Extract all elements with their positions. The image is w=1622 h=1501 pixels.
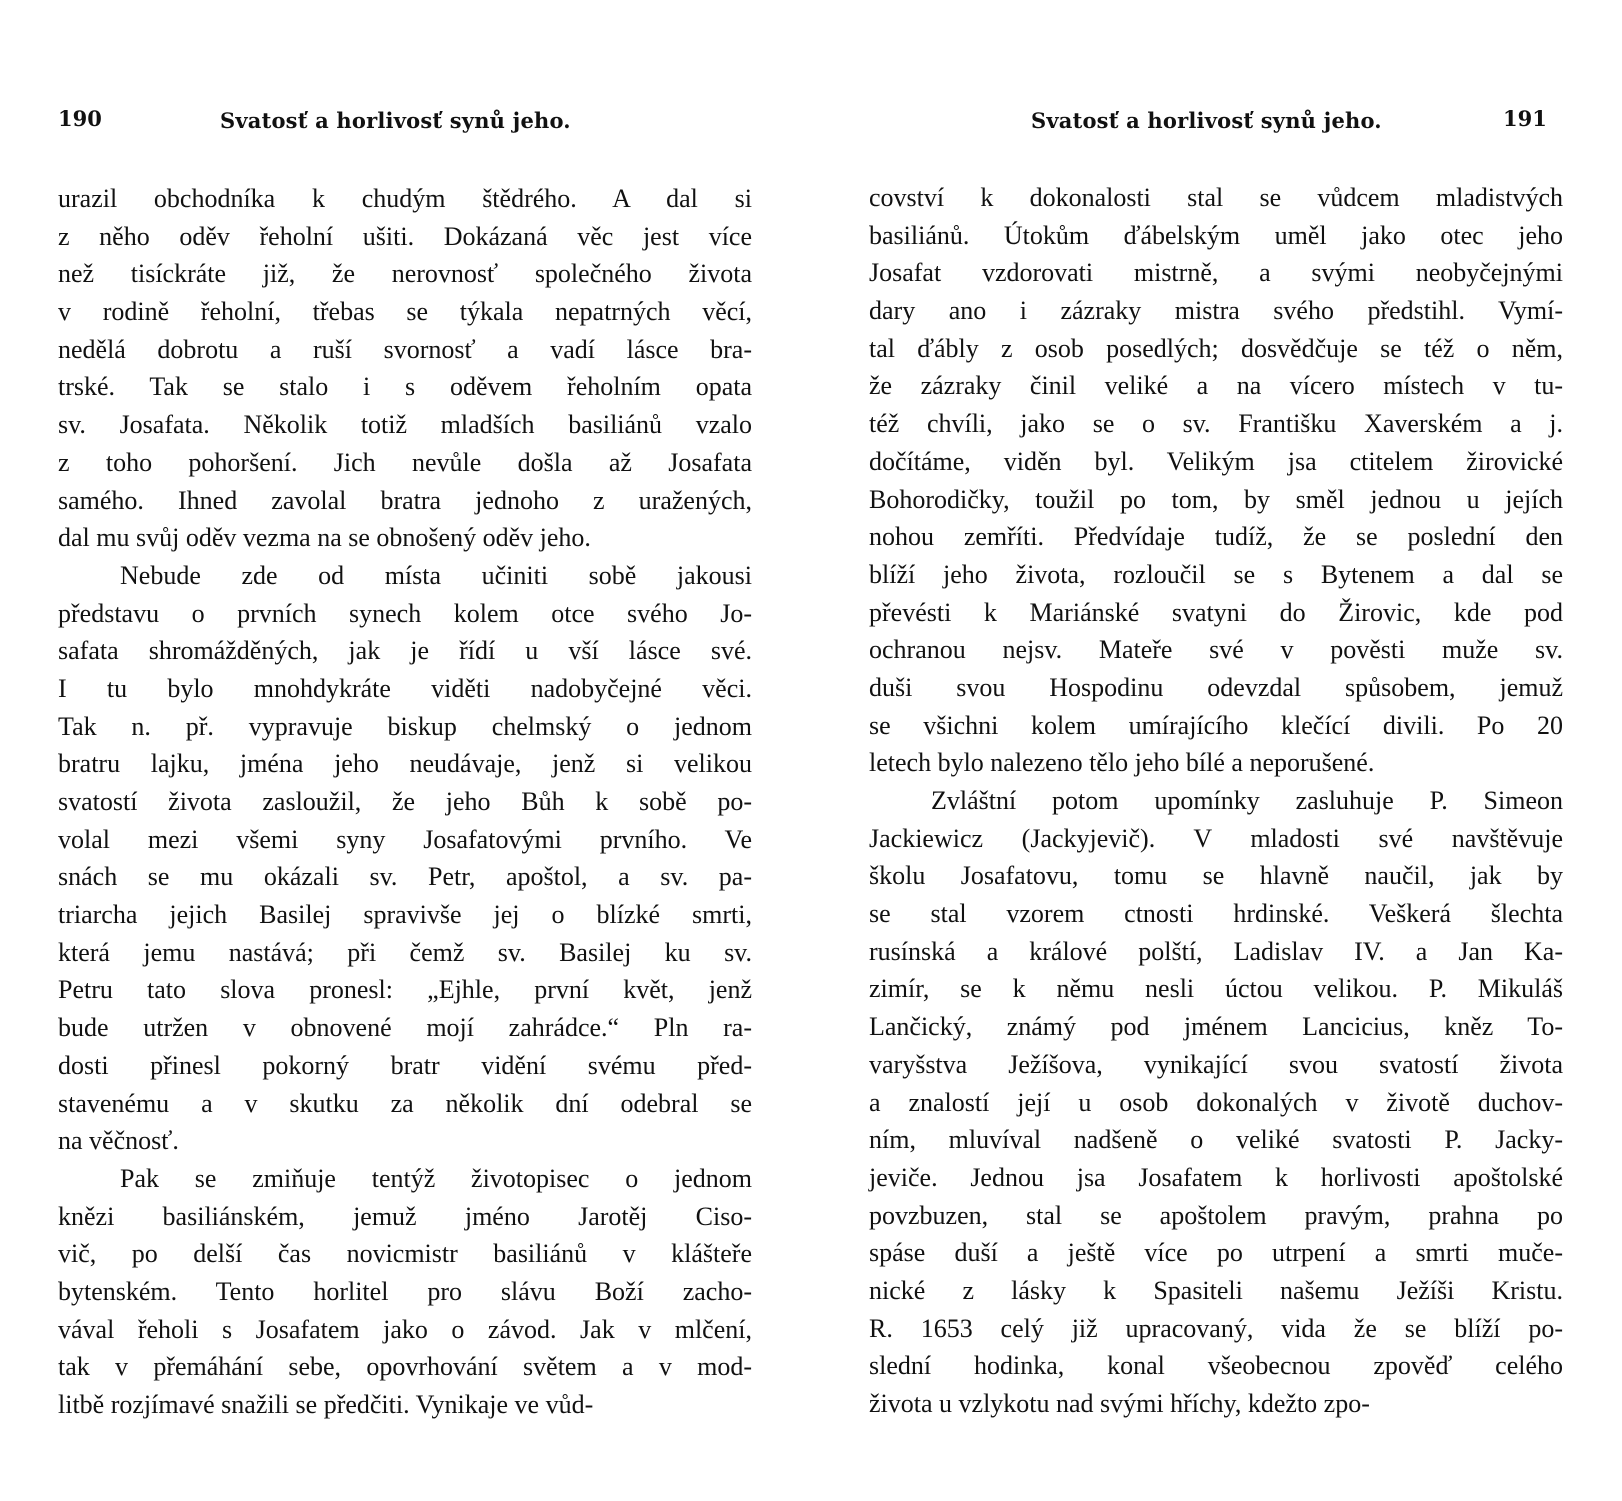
text-line: v rodině řeholní, třebas se týkala nepatrných věcí, <box>58 297 752 327</box>
text-line: se všichni kolem umírajícího klečící divili. Po 20 <box>869 710 1563 740</box>
right-page <box>811 0 1622 1501</box>
text-line: blíží jeho života, rozloučil se s Bytenem a dal se <box>869 559 1563 589</box>
text-line: bude utržen v obnovené mojí zahrádce.“ Pln ra- <box>58 1013 752 1043</box>
text-line: převésti k Mariánské svatyni do Žirovic, kde pod <box>869 597 1563 627</box>
text-line: ním, mluvíval nadšeně o veliké svatosti P. Jacky- <box>869 1125 1563 1155</box>
text-line: volal mezi všemi syny Josafatovými prvního. Ve <box>58 824 752 854</box>
text-line: dary ano i zázraky mistra svého předstihl. Vymí- <box>869 296 1563 326</box>
text-line: Josafat vzdorovati mistrně, a svými neobyčejnými <box>869 258 1563 288</box>
text-line: Zvláštní potom upomínky zasluhuje P. Simeon <box>931 786 1563 815</box>
text-line: safata shromážděných, jak je řídí u vší lásce své. <box>58 636 752 666</box>
body-text <box>869 179 1563 1423</box>
text-line: nedělá dobrotu a ruší svornosť a vadí lásce bra- <box>58 334 752 364</box>
running-head: Svatosť a horlivosť synů jeho. <box>220 108 571 133</box>
text-line: triarcha jejich Basilej spravivše jej o blízké smrti, <box>58 900 752 930</box>
text-line: Bohorodičky, toužil po tom, by směl jednou u jejích <box>869 484 1563 514</box>
text-line: Tak n. př. vypravuje biskup chelmský o jednom <box>58 711 752 741</box>
text-line: zimír, se k němu nesli úctou velikou. P. Mikuláš <box>869 974 1563 1004</box>
page-number: 190 <box>58 106 102 131</box>
text-line: sv. Josafata. Několik totiž mladších basiliánů vzalo <box>58 410 752 440</box>
text-line: bratru lajku, jména jeho neudávaje, jenž si velikou <box>58 749 752 779</box>
text-line: nohou zemříti. Předvídaje tudíž, že se poslední den <box>869 522 1563 552</box>
text-line: Pak se zmiňuje tentýž životopisec o jednom <box>120 1163 752 1193</box>
text-line: litbě rozjímavé snažili se předčiti. Vynikaje ve vůd- <box>58 1390 594 1419</box>
text-line: dal mu svůj oděv vezma na se obnošený oděv jeho. <box>58 523 591 553</box>
text-line: nické z lásky k Spasiteli našemu Ježíši Kristu. <box>869 1275 1563 1305</box>
text-line: dočítáme, viděn byl. Velikým jsa ctitelem žirovické <box>869 446 1563 476</box>
text-line: R. 1653 celý již upracovaný, vida že se blíží po- <box>869 1313 1563 1343</box>
text-line: povzbuzen, stal se apoštolem pravým, prahna po <box>869 1200 1563 1230</box>
text-line: rusínská a králové polští, Ladislav IV. a Jan Ka- <box>869 936 1563 966</box>
text-line: Petru tato slova pronesl: „Ejhle, první květ, jenž <box>58 975 752 1005</box>
text-line: Nebude zde od místa učiniti sobě jakousi <box>120 560 752 590</box>
text-line: duši svou Hospodinu odevzdal spůsobem, jemuž <box>869 672 1563 702</box>
text-line: basiliánů. Útokům ďábelským uměl jako otec jeho <box>869 220 1563 250</box>
text-line: z něho oděv řeholní ušiti. Dokázaná věc jest více <box>58 221 752 251</box>
text-line: že zázraky činil veliké a na vícero místech v tu- <box>869 371 1563 401</box>
text-line: života u vzlykotu nad svými hříchy, kdežto zpo- <box>869 1389 1370 1418</box>
text-line: tal ďábly z osob posedlých; dosvědčuje se též o něm, <box>869 333 1563 363</box>
text-line: než tisíckráte již, že nerovnosť společného života <box>58 259 752 289</box>
text-line: a znalostí její u osob dokonalých v životě duchov- <box>869 1087 1563 1117</box>
text-line: svatostí života zasloužil, že jeho Bůh k sobě po- <box>58 787 752 816</box>
text-line: dosti přinesl pokorný bratr vidění svému před- <box>58 1050 752 1080</box>
text-line: urazil obchodníka k chudým štědrého. A dal si <box>58 184 752 213</box>
text-line: samého. Ihned zavolal bratra jednoho z uražených, <box>58 485 752 515</box>
text-line: vič, po delší čas novicmistr basiliánů v klášteře <box>58 1239 752 1269</box>
text-line: varyšstva Ježíšova, vynikající svou svatostí života <box>869 1049 1563 1079</box>
text-line: spáse duší a ještě více po utrpení a smrti muče- <box>869 1238 1563 1268</box>
text-line: též chvíli, jako se o sv. Františku Xaverském a j. <box>869 409 1563 439</box>
text-line: na věčnosť. <box>58 1126 179 1156</box>
text-line: stavenému a v skutku za několik dní odebral se <box>58 1088 752 1118</box>
text-line: ochranou nejsv. Mateře své v pověsti muže sv. <box>869 635 1563 665</box>
body-text <box>58 180 752 1424</box>
text-line: bytenském. Tento horlitel pro slávu Boží zacho- <box>58 1276 752 1306</box>
text-line: školu Josafatovu, tomu se hlavně naučil, jak by <box>869 861 1563 891</box>
text-line: trské. Tak se stalo i s oděvem řeholním opata <box>58 372 752 402</box>
text-line: snách se mu okázali sv. Petr, apoštol, a sv. pa- <box>58 862 752 892</box>
text-line: z toho pohoršení. Jich nevůle došla až Josafata <box>58 447 752 477</box>
text-line: Lančický, známý pod jménem Lancicius, kněz To- <box>869 1012 1563 1042</box>
text-line: vával řeholi s Josafatem jako o závod. Jak v mlčení, <box>58 1314 752 1344</box>
text-line: představu o prvních synech kolem otce svého Jo- <box>58 598 752 628</box>
text-line: letech bylo nalezeno tělo jeho bílé a neporušené. <box>869 748 1375 778</box>
text-line: která jemu nastává; při čemž sv. Basilej ku sv. <box>58 937 752 967</box>
text-line: jeviče. Jednou jsa Josafatem k horlivosti apoštolské <box>869 1162 1563 1192</box>
text-line: knězi basiliánském, jemuž jméno Jarotěj Ciso- <box>58 1201 752 1231</box>
text-line: se stal vzorem ctnosti hrdinské. Veškerá šlechta <box>869 899 1563 929</box>
text-line: slední hodinka, konal všeobecnou zpověď celého <box>869 1351 1563 1381</box>
text-line: tak v přemáhání sebe, opovrhování světem a v mod- <box>58 1352 752 1382</box>
running-head: Svatosť a horlivosť synů jeho. <box>1031 108 1382 133</box>
text-line: Jackiewicz (Jackyjevič). V mladosti své navštěvuje <box>869 823 1563 853</box>
text-line: I tu bylo mnohdykráte viděti nadobyčejné věci. <box>58 673 752 703</box>
text-line: covství k dokonalosti stal se vůdcem mladistvých <box>869 183 1563 212</box>
page-number: 191 <box>1503 106 1547 131</box>
